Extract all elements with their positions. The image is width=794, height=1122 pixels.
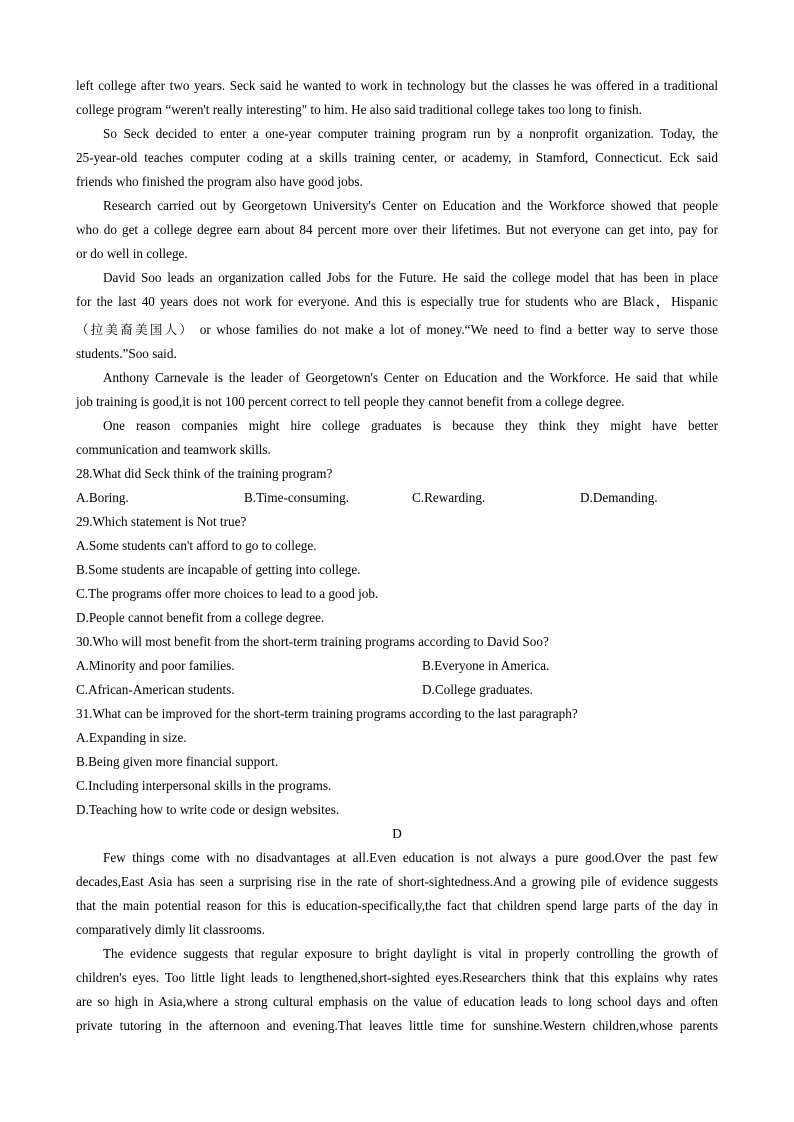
q31-option-b: B.Being given more financial support. bbox=[76, 754, 279, 769]
section-d-heading: D bbox=[392, 826, 402, 841]
q28-options bbox=[76, 486, 718, 510]
q29-stem: 29.Which statement is Not true? bbox=[76, 514, 247, 529]
research-line-1: Research carried out by Georgetown University's Center on Education and the Workforce showed that people bbox=[103, 198, 718, 213]
q29-option-c: C.The programs offer more choices to lead to a good job. bbox=[76, 586, 379, 601]
d-para2-line-2: children's eyes. Too little light leads to lengthened,short-sighted eyes.Researchers think that this explains why rates bbox=[76, 970, 718, 985]
q31-option-a: A.Expanding in size. bbox=[76, 730, 187, 745]
seck-line-2: 25-year-old teaches computer coding at a skills training center, or academy, in Stamford, Connecticut. Eck said bbox=[76, 150, 718, 165]
intro-line-2: college program “weren't really interesting" to him. He also said traditional college takes too long to finish. bbox=[76, 102, 642, 117]
q29-option-b: B.Some students are incapable of getting into college. bbox=[76, 562, 361, 577]
q28-option-a: A.Boring. bbox=[76, 490, 129, 505]
soo-line-1: David Soo leads an organization called Jobs for the Future. He said the college model that has been in place bbox=[103, 270, 718, 285]
q28-stem: 28.What did Seck think of the training program? bbox=[76, 466, 333, 481]
q31-option-d: D.Teaching how to write code or design websites. bbox=[76, 802, 340, 817]
d-para2-line-1: The evidence suggests that regular exposure to bright daylight is vital in properly controlling the growth of bbox=[103, 946, 718, 961]
q30-option-a: A.Minority and poor families. bbox=[76, 658, 235, 673]
q29-option-d: D.People cannot benefit from a college degree. bbox=[76, 610, 325, 625]
q29-option-a: A.Some students can't afford to go to college. bbox=[76, 538, 317, 553]
q31-stem: 31.What can be improved for the short-term training programs according to the last paragraph? bbox=[76, 706, 578, 721]
d-para1-line-4: comparatively dimly lit classrooms. bbox=[76, 922, 265, 937]
soo-line-2: for the last 40 years does not work for everyone. And this is especially true for students who are Black，Hispanic bbox=[76, 294, 718, 309]
intro-line-1: left college after two years. Seck said he wanted to work in technology but the classes he was offered in a traditional bbox=[76, 78, 718, 93]
seck-line-3: friends who finished the program also have good jobs. bbox=[76, 174, 363, 189]
q30-options-row-1 bbox=[76, 654, 718, 678]
soo-chinese-note: （拉美裔美国人） bbox=[76, 322, 195, 337]
q30-option-b: B.Everyone in America. bbox=[422, 658, 550, 673]
d-para1-line-2: decades,East Asia has seen a surprising rise in the rate of short-sightedness.And a growing pile of evidence suggests bbox=[76, 874, 718, 889]
q30-option-c: C.African-American students. bbox=[76, 682, 235, 697]
d-para2-line-4: private tutoring in the afternoon and evening.That leaves little time for sunshine.Western children,whose parents bbox=[76, 1018, 718, 1033]
soo-line-4: students.”Soo said. bbox=[76, 346, 177, 361]
q30-option-d: D.College graduates. bbox=[422, 682, 533, 697]
d-para1-line-1: Few things come with no disadvantages at all.Even education is not always a pure good.Over the past few bbox=[103, 850, 718, 865]
q28-option-c: C.Rewarding. bbox=[412, 490, 486, 505]
reason-line-2: communication and teamwork skills. bbox=[76, 442, 271, 457]
research-line-3: or do well in college. bbox=[76, 246, 188, 261]
reason-line-1: One reason companies might hire college graduates is because they think they might have better bbox=[103, 418, 718, 433]
q31-option-c: C.Including interpersonal skills in the programs. bbox=[76, 778, 332, 793]
page-content bbox=[76, 74, 718, 1038]
q28-option-d: D.Demanding. bbox=[580, 490, 658, 505]
q30-options-row-2 bbox=[76, 678, 718, 702]
soo-line-3 bbox=[76, 318, 718, 342]
carnevale-line-2: job training is good,it is not 100 percent correct to tell people they cannot benefit from a college degree. bbox=[76, 394, 625, 409]
q28-option-b: B.Time-consuming. bbox=[244, 490, 350, 505]
research-line-2: who do get a college degree earn about 84 percent more over their lifetimes. But not everyone can get into, pay for bbox=[76, 222, 718, 237]
seck-line-1: So Seck decided to enter a one-year computer training program run by a nonprofit organization. Today, the bbox=[103, 126, 718, 141]
d-para1-line-3: that the main potential reason for this is education-specifically,the fact that children spend large parts of the day in bbox=[76, 898, 718, 913]
q30-stem: 30.Who will most benefit from the short-term training programs according to David Soo? bbox=[76, 634, 549, 649]
soo-line-3-text: or whose families do not make a lot of money.“We need to find a better way to serve those bbox=[199, 322, 719, 337]
d-para2-line-3: are so high in Asia,where a strong cultural emphasis on the value of education leads to long school days and often bbox=[76, 994, 718, 1009]
carnevale-line-1: Anthony Carnevale is the leader of Georgetown's Center on Education and the Workforce. He said that while bbox=[103, 370, 718, 385]
